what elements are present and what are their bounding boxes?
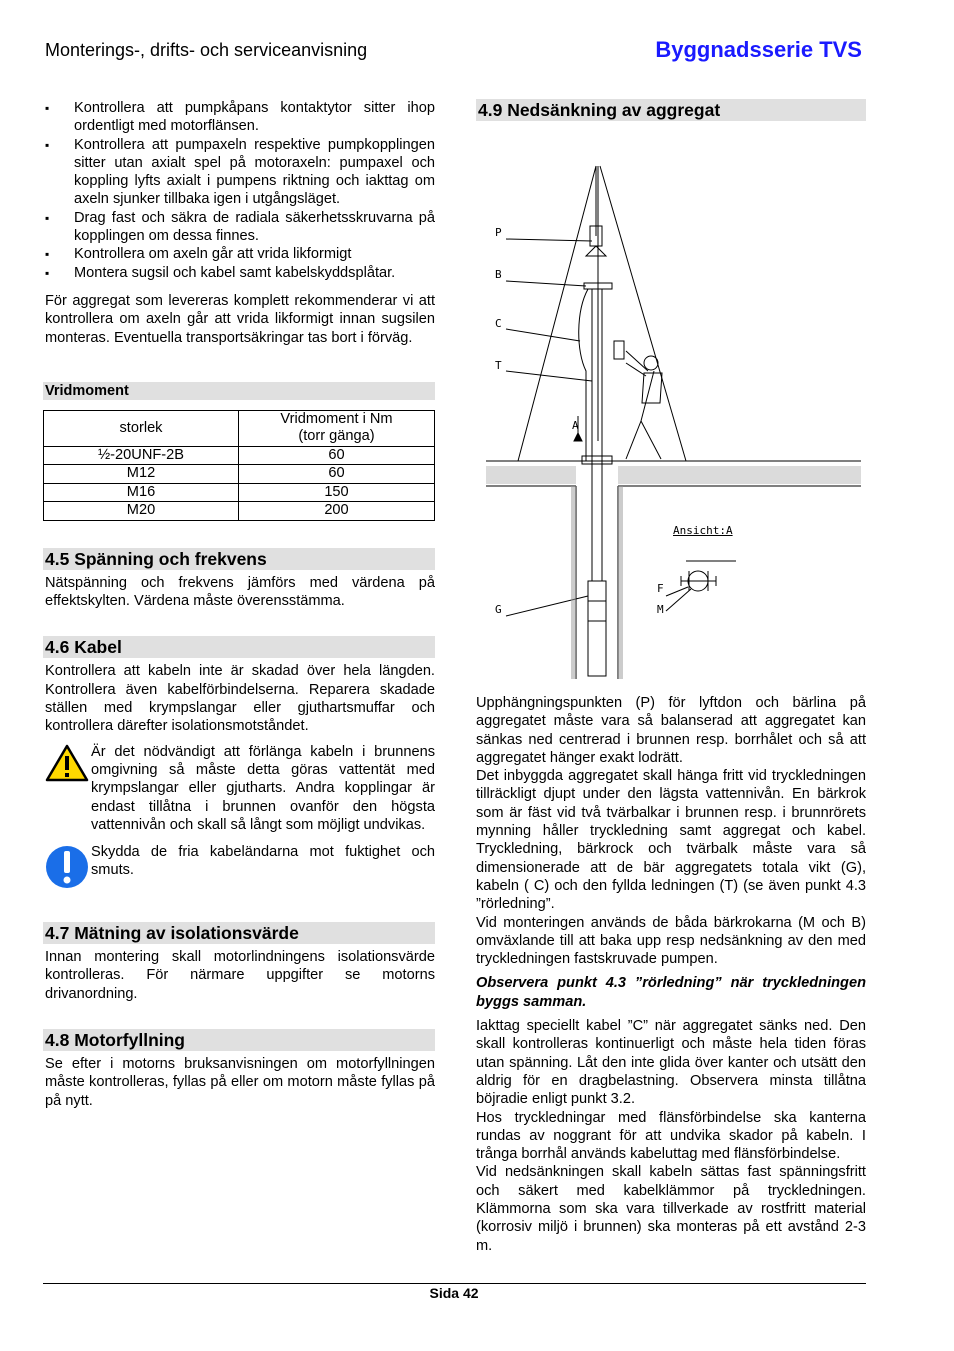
torque-header-line2: (torr gänga) bbox=[298, 428, 375, 445]
label-ansicht: Ansicht:A bbox=[673, 524, 733, 537]
paragraph-1: Upphängningspunkten (P) för lyftdon och bärlina på aggregatet måste vara så balanserad att aggregatet kan sänkas ned centrerad i brunnen resp. borrhålet och så att aggregatet hänger exakt lodrätt. bbox=[476, 695, 866, 766]
table-row bbox=[44, 446, 435, 465]
section-text-4-7: Innan montering skall motorlindningens isolationsvärde kontrolleras. För närmare uppgifter se motorns drivanordning. bbox=[45, 949, 435, 1002]
label-a: A bbox=[572, 419, 579, 432]
table-cell: 150 bbox=[239, 483, 435, 502]
check-list bbox=[45, 99, 435, 282]
label-c: C bbox=[495, 317, 502, 330]
paragraph-3: Vid monteringen används de båda bärkrokarna (M och B) omväxlande till att baka upp resp nedsänkning av den med tryckledningen fastskruvade pumpen. bbox=[476, 914, 866, 968]
footer-divider bbox=[43, 1283, 866, 1284]
label-m: M bbox=[657, 603, 664, 616]
list-item: ▪ Kontrollera om axeln går att vrida likformigt bbox=[45, 245, 435, 263]
installation-figure bbox=[476, 141, 866, 681]
document-title: Monterings-, drifts- och serviceanvisning bbox=[45, 40, 368, 60]
table-row bbox=[44, 483, 435, 502]
page-number: Sida 42 bbox=[429, 1285, 479, 1301]
warning-icon bbox=[45, 743, 91, 834]
section-text-4-5: Nätspänning och frekvens jämförs med värdena på effektskylten. Värdena måste överensstämma. bbox=[45, 574, 435, 610]
table-cell: 60 bbox=[239, 465, 435, 484]
list-item: ▪ Kontrollera att pumpaxeln respektive pumpkopplingen sitter utan axialt spel på motoraxeln: pumpaxel och koppling lyfts axialt i pumpens riktning och iakttag om axeln sjunker tillbaka igen i utgångsläget. bbox=[45, 136, 435, 209]
table-header-torque bbox=[239, 410, 435, 446]
intro-paragraph: För aggregat som levereras komplett rekommenderar vi att kontrollera om axeln går att vrida likformigt innan sugsilen monteras. Eventuella transportsäkringar tas bort i förväg. bbox=[45, 292, 435, 346]
paragraph-5: Hos tryckledningar med flänsförbindelse ska kanterna rundas av noggrant för att undvika skador på kabeln. I trånga borrhål används kabeluttag med flänsförbindelse. bbox=[476, 1109, 866, 1163]
label-p: P bbox=[495, 226, 502, 239]
torque-table bbox=[43, 410, 435, 521]
table-cell: 200 bbox=[239, 502, 435, 521]
table-row bbox=[44, 465, 435, 484]
warning-note bbox=[45, 743, 435, 834]
table-cell: ½-20UNF-2B bbox=[44, 446, 239, 465]
section-text-4-6: Kontrollera att kabeln inte är skadad över hela längden. Kontrollera även kabelförbindelserna. Reparera skadade ställen med krympslangar eller gjuthartsmuffar och kontrollera därefter isolationsmotståndet. bbox=[45, 663, 435, 735]
label-b: B bbox=[495, 268, 502, 281]
table-cell: M16 bbox=[44, 483, 239, 502]
torque-header-line1: Vridmoment i Nm bbox=[280, 410, 393, 427]
well-diagram bbox=[476, 141, 866, 681]
info-exclamation-icon bbox=[45, 843, 91, 893]
section-heading-4-6: 4.6 Kabel bbox=[43, 636, 435, 658]
notice-text: Skydda de fria kabeländarna mot fuktighet och smuts. bbox=[91, 844, 435, 879]
warning-text: Är det nödvändigt att förlänga kabeln i brunnens omgivning så måste detta göras vattentät med krympslangar eller gjutharts. Andra kopplingar är endast tillåtna i brunnen ovanför den högsta vattennivån och skall så långt som möjligt undvikas. bbox=[91, 743, 435, 833]
torque-heading: Vridmoment bbox=[43, 382, 435, 400]
section-heading-4-9: 4.9 Nedsänkning av aggregat bbox=[476, 99, 866, 121]
section-heading-4-8: 4.8 Motorfyllning bbox=[43, 1029, 435, 1051]
paragraph-2: Det inbyggda aggregatet skall hänga fritt vid tryckledningen tillräckligt djupt under den lägsta vattennivån. En bärkrok som är fäst vid två tvärbalkar i brunnen resp. i brunnrörets mynning håller tryckledning samt aggregat och kabel. Tryckledning, bärkrock och tvärbalk måste vara så dimensionerade att de bär aggregatets totala vikt (G), kabeln ( C) och den fyllda ledningen (T) (se även punkt 4.3 ”rörledning”. bbox=[476, 768, 866, 913]
table-header-size: storlek bbox=[44, 410, 239, 446]
label-t: T bbox=[495, 359, 502, 372]
table-header-row bbox=[44, 410, 435, 446]
list-item: ▪ Drag fast och säkra de radiala säkerhetsskruvarna på kopplingen om dessa finnes. bbox=[45, 209, 435, 246]
section-heading-4-7: 4.7 Mätning av isolationsvärde bbox=[43, 922, 435, 944]
series-title: Byggnadsserie TVS bbox=[655, 37, 862, 62]
table-cell: M12 bbox=[44, 465, 239, 484]
table-cell: 60 bbox=[239, 446, 435, 465]
section-text-4-8: Se efter i motorns bruksanvisningen om motorfyllningen måste kontrolleras, fyllas på eller om motorn måste fyllas på på nytt. bbox=[45, 1056, 435, 1109]
table-cell: M20 bbox=[44, 502, 239, 521]
paragraph-4: Iakttag speciellt kabel ”C” när aggregatet sänks ned. Den skall kontrolleras kontinuerligt och måste hela tiden föras utan spänning. Låt den inte glida över kanter och utsätt den aldrig för en dragbelastning. Observera minsta tillåtna böjradie enligt punkt 3.2. bbox=[476, 1018, 866, 1108]
section-heading-4-5: 4.5 Spänning och frekvens bbox=[43, 548, 435, 570]
list-item: ▪ Montera sugsil och kabel samt kabelskyddsplåtar. bbox=[45, 264, 435, 282]
label-f: F bbox=[657, 582, 664, 595]
right-column bbox=[476, 99, 866, 1255]
left-column bbox=[45, 99, 435, 1110]
notice-note bbox=[45, 843, 435, 893]
label-g: G bbox=[495, 603, 502, 616]
observe-note: Observera punkt 4.3 ”rörledning” när tryckledningen byggs samman. bbox=[476, 975, 866, 1010]
paragraph-6: Vid nedsänkningen skall kabeln sättas fast spänningsfritt och säkert med kabelklämmor på tryckledningen. Klämmorna som ska vara tillverkade av rostfritt material (korrosiv miljö i brunnen) ska monteras på ett avstånd 2-3 m. bbox=[476, 1164, 866, 1254]
list-item: ▪ Kontrollera att pumpkåpans kontaktytor sitter ihop ordentligt med motorflänsen. bbox=[45, 99, 435, 136]
table-row bbox=[44, 502, 435, 521]
